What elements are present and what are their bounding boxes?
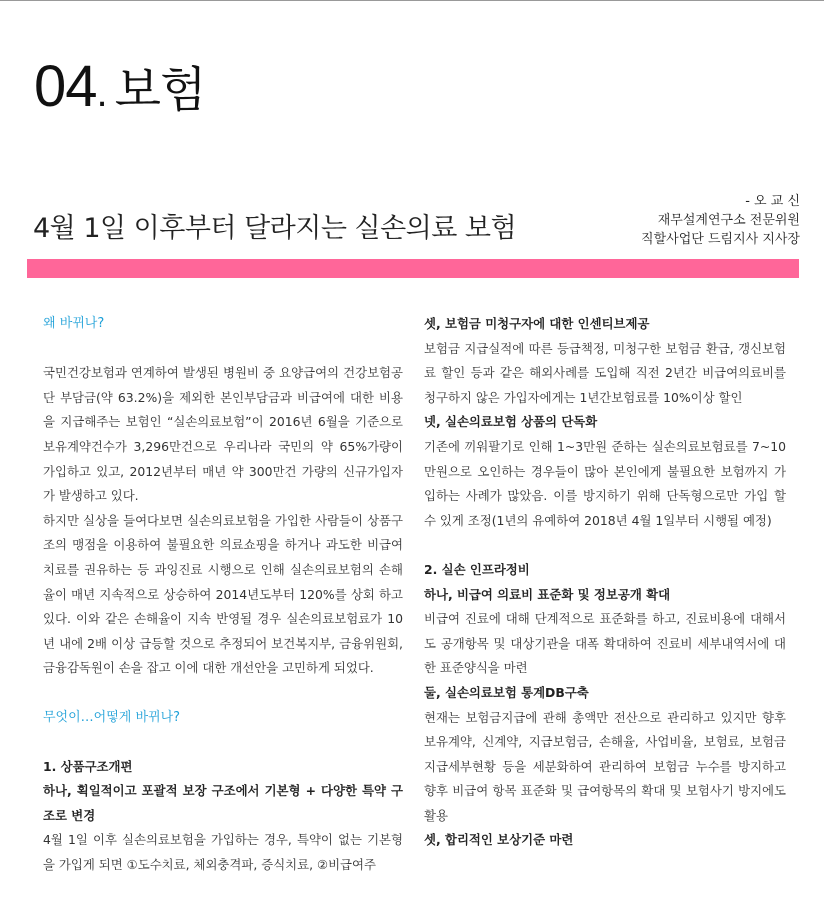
subheading-nonbenefit-standard: 하나, 비급여 의료비 표준화 및 정보공개 확대 — [424, 586, 671, 602]
section-heading — [34, 52, 205, 128]
left-column — [43, 312, 403, 878]
section-dot: . — [96, 71, 107, 115]
subheading-compensation-criteria: 셋, 합리적인 보상기준 마련 — [424, 832, 574, 848]
section-number: 04 — [34, 54, 97, 119]
accent-bar — [27, 259, 799, 278]
question-heading-why: 왜 바뀌나? — [43, 316, 105, 331]
right-column — [424, 312, 786, 853]
heading-product-restructure: 1. 상품구조개편 — [43, 758, 133, 774]
author-role-2: 직할사업단 드림지사 지사장 — [641, 232, 800, 247]
author-role-1: 재무설계연구소 전문위원 — [657, 213, 800, 228]
heading-infrastructure: 2. 실손 인프라정비 — [424, 561, 530, 577]
paragraph-statistics-db: 현재는 보험금지급에 관해 총액만 전산으로 관리하고 있지만 향후 보유계약, 신계약, 지급보험금, 손해율, 사업비율, 보험료, 보험금 지급세부현황 등을 세분화하여 관리하여 보험금 누수를 방지하고 향후 비급여 항목 표준화 및 급여항목의 확대 및 보험사기 방지에도 활용 — [424, 709, 786, 823]
subheading-standalone: 넷, 실손의료보험 상품의 단독화 — [424, 414, 598, 430]
paragraph-standalone: 기존에 끼워팔기로 인해 1~3만원 준하는 실손의료보험료를 7~10만원으로 오인하는 경우들이 많아 본인에게 불필요한 보험까지 가입하는 사례가 많았음. 이를 방지하기 위해 단독형으로만 가입 할 수 있게 조정(1년의 유예하여 2018년 4월 1일부터 시행될 예정) — [424, 438, 786, 528]
subheading-incentive: 셋, 보험금 미청구자에 대한 인센티브제공 — [424, 316, 650, 331]
subheading-statistics-db: 둘, 실손의료보험 통계DB구축 — [424, 684, 589, 700]
article-title: 4월 1일 이후부터 달라지는 실손의료 보험 — [33, 213, 517, 244]
top-border-line — [0, 0, 824, 1]
paragraph-nonbenefit-standard: 비급여 진료에 대해 단계적으로 표준화를 하고, 진료비용에 대해서도 공개항목 및 대상기관을 대폭 확대하여 진료비 세부내역서에 대한 표준양식을 마련 — [424, 611, 786, 676]
paragraph-basic-type: 4월 1일 이후 실손의료보험을 가입하는 경우, 특약이 없는 기본형을 가입게 되면 ①도수치료, 체외충격파, 증식치료, ②비급여주 — [43, 832, 403, 873]
byline — [641, 192, 800, 249]
author-name: - 오 교 신 — [745, 194, 800, 209]
section-title: 보험 — [114, 64, 206, 117]
paragraph-problem: 하지만 실상을 들여다보면 실손의료보험을 가입한 사람들이 상품구조의 맹점을 이용하여 불필요한 의료쇼핑을 하거나 과도한 비급여치료를 권유하는 등 과잉진료 시행으로 인해 실손의료보험의 손해율이 매년 지속적으로 상승하여 2014년도부터 120%를 상회 하고 있다. 이와 같은 손해율이 지속 반영될 경우 실손의료보험료가 10년 내에 2배 이상 급등할 것으로 추정되어 보건복지부, 금융위원회, 금융감독원이 손을 잡고 이에 대한 개선안을 고민하게 되었다. — [43, 512, 403, 676]
question-heading-what: 무엇이…어떻게 바뀌나? — [43, 709, 181, 725]
subheading-basic-plus-rider: 하나, 획일적이고 포괄적 보장 구조에서 기본형 + 다양한 특약 구조로 변경 — [43, 783, 403, 823]
paragraph-incentive: 보험금 지급실적에 따른 등급책정, 미청구한 보험금 환급, 갱신보험료 할인 등과 같은 해외사례를 도입해 직전 2년간 비급여의료비를 청구하지 않은 가입자에게는 1년간보험료를 10%이상 할인 — [424, 340, 786, 405]
paragraph-intro: 국민건강보험과 연계하여 발생된 병원비 중 요양급여의 건강보험공단 부담금(약 63.2%)을 제외한 본인부담금과 비급여에 대한 비용을 지급해주는 보험인 “실손의료보험”이 2016년 6월을 기준으로 보유계약건수가 3,296만건으로 우리나라 국민의 약 65%가량이 가입하고 있고, 2012년부터 매년 약 300만건 가량의 신규가입자가 발생하고 있다. — [43, 365, 403, 504]
